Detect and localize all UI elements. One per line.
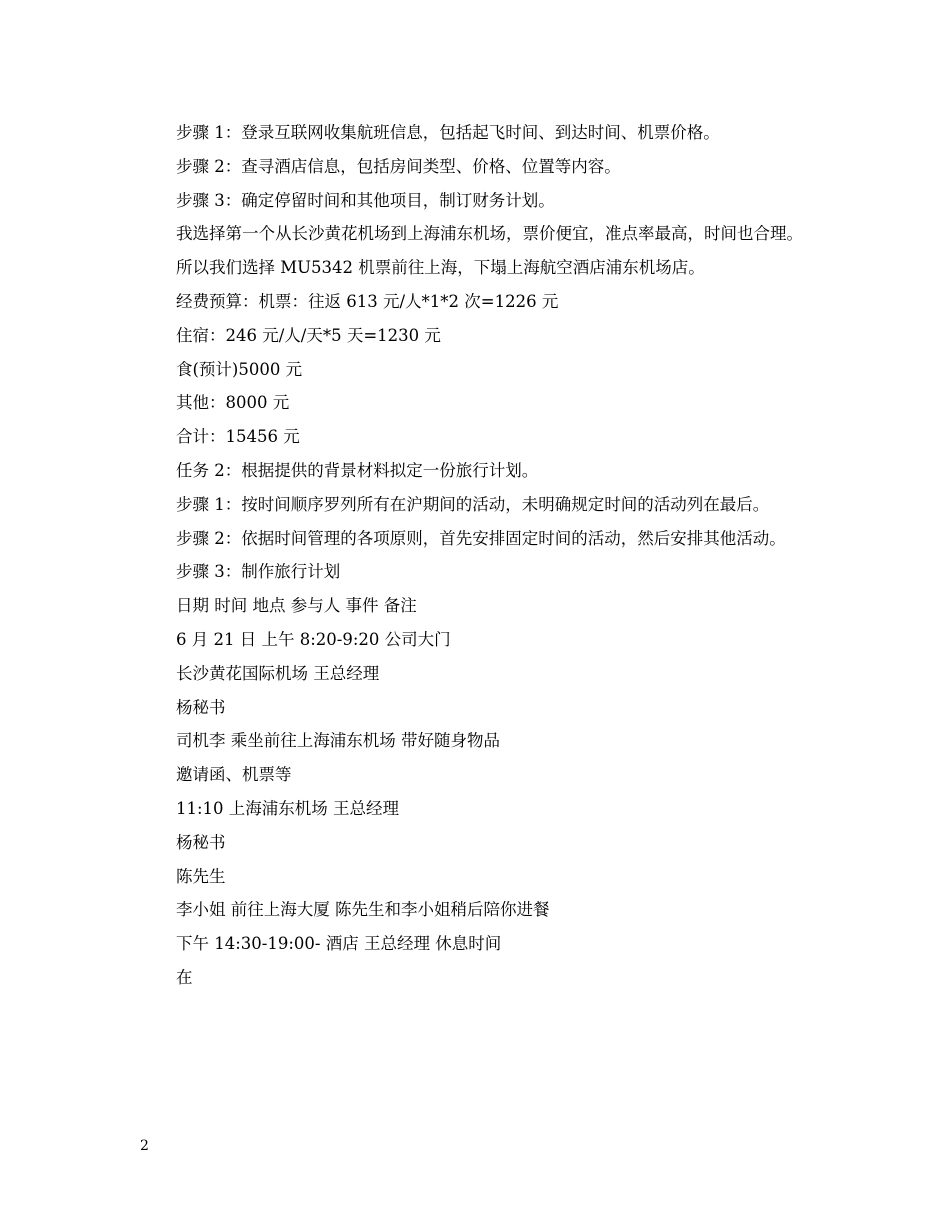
paragraph: 步骤 3：制作旅行计划	[176, 562, 341, 582]
paragraph: 杨秘书	[176, 697, 226, 717]
paragraph: 步骤 1：按时间顺序罗列所有在沪期间的活动，未明确规定时间的活动列在最后。	[176, 494, 770, 514]
paragraph: 步骤 1：登录互联网收集航班信息，包括起飞时间、到达时间、机票价格。	[176, 123, 720, 142]
paragraph: 食(预计)5000 元	[176, 359, 303, 379]
paragraph: 步骤 2：查寻酒店信息，包括房间类型、价格、位置等内容。	[176, 156, 621, 176]
paragraph: 日期 时间 地点 参与人 事件 备注	[176, 596, 417, 616]
paragraph: 陈先生	[176, 866, 226, 886]
paragraph: 11:10 上海浦东机场 王总经理	[176, 798, 400, 818]
paragraph: 住宿：246 元/人/天*5 天=1230 元	[176, 325, 441, 345]
page-number: 2	[140, 1138, 149, 1154]
paragraph: 经费预算：机票：往返 613 元/人*1*2 次=1226 元	[176, 291, 559, 311]
paragraph: 下午 14:30-19:00- 酒店 王总经理 休息时间	[176, 934, 502, 954]
paragraph: 步骤 2：依据时间管理的各项原则，首先安排固定时间的活动，然后安排其他活动。	[176, 528, 786, 548]
paragraph: 在	[176, 967, 193, 987]
paragraph: 长沙黄花国际机场 王总经理	[176, 663, 380, 683]
paragraph: 合计：15456 元	[176, 427, 300, 447]
paragraph: 6 月 21 日 上午 8:20-9:20 公司大门	[176, 629, 451, 649]
paragraph: 邀请函、机票等	[176, 765, 292, 785]
paragraph: 我选择第一个从长沙黄花机场到上海浦东机场，票价便宜，准点率最高，时间也合理。	[176, 224, 803, 244]
paragraph: 司机李 乘坐前往上海浦东机场 带好随身物品	[176, 731, 500, 751]
paragraph: 杨秘书	[176, 832, 226, 852]
paragraph: 其他：8000 元	[176, 393, 290, 413]
paragraph: 所以我们选择 MU5342 机票前往上海，下塌上海航空酒店浦东机场店。	[176, 258, 705, 278]
document-body	[142, 116, 812, 995]
paragraph: 李小姐 前往上海大厦 陈先生和李小姐稍后陪你进餐	[176, 900, 550, 920]
paragraph: 步骤 3：确定停留时间和其他项目，制订财务计划。	[176, 190, 555, 210]
paragraph: 任务 2：根据提供的背景材料拟定一份旅行计划。	[176, 460, 539, 480]
